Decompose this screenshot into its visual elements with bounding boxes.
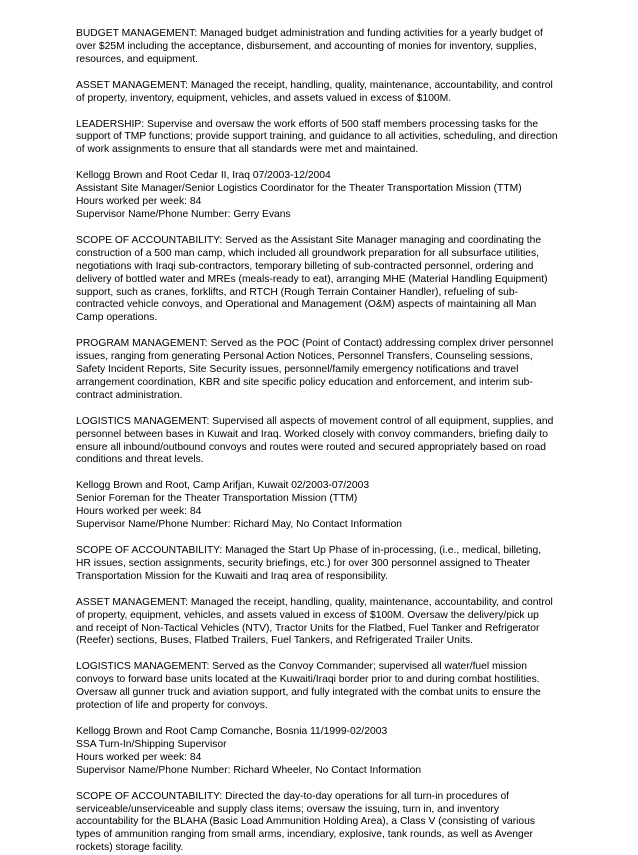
text-line: and receipt of Non-Tactical Vehicles (NTV), Tractor Units for the Flatbed, Fuel Tanker and Refrigerator	[76, 622, 540, 634]
text-line: Safety Incident Reports, Site Security issues, personnel/family emergency notifications and travel	[76, 364, 519, 376]
text-line: personnel between bases in Kuwait and Iraq. Worked closely with convoy commanders, briefing daily to	[76, 428, 548, 440]
job-title-line: SSA Turn-In/Shipping Supervisor	[76, 738, 227, 750]
text-line: serviceable/unserviceable and supply class items; oversaw the issuing, turn in, and inventory	[76, 803, 499, 815]
asset-management-paragraph	[76, 80, 574, 106]
text-line: SCOPE OF ACCOUNTABILITY: Managed the Start Up Phase of in-processing, (i.e., medical, billeting,	[76, 545, 542, 556]
text-line: accountability for the BLAHA (Basic Load Ammunition Holding Area), a Class V (consisting of various	[76, 816, 536, 828]
text-line: of property, inventory, equipment, vehicles, and assets valued in excess of $100M.	[76, 92, 452, 104]
job-header-camp-comanche	[76, 726, 574, 778]
text-line: ASSET MANAGEMENT: Managed the receipt, handling, quality, maintenance, accountability, and control	[76, 596, 553, 608]
supervisor-line: Supervisor Name/Phone Number: Richard May, No Contact Information	[76, 519, 403, 531]
hours-line: Hours worked per week: 84	[76, 751, 202, 763]
text-line: Oversaw all gunner truck and aviation support, and fully integrated with the combat units to ensure the	[76, 687, 541, 699]
employer-line: Kellogg Brown and Root, Camp Arifjan, Kuwait 02/2003-07/2003	[76, 480, 370, 492]
program-management-paragraph	[76, 338, 574, 403]
text-line: Camp operations.	[76, 312, 158, 324]
logistics-management-paragraph	[76, 661, 574, 713]
employer-line: Kellogg Brown and Root Camp Comanche, Bosnia 11/1999-02/2003	[76, 725, 388, 737]
text-line: ensure all inbound/outbound convoys and routes were routed and secured appropriately based on road	[76, 441, 546, 453]
text-line: arrangement coordination, KBR and site specific policy education and enforcement, and interim sub-	[76, 376, 533, 388]
scope-accountability-paragraph	[76, 235, 574, 325]
budget-management-paragraph	[76, 28, 574, 67]
text-line: PROGRAM MANAGEMENT: Served as the POC (Point of Contact) addressing complex driver personnel	[76, 338, 554, 350]
text-line: SCOPE OF ACCOUNTABILITY: Directed the day-to-day operations for all turn-in procedures of	[76, 790, 510, 802]
text-line: over $25M including the acceptance, disbursement, and accounting of monies for inventory, supplies,	[76, 40, 537, 52]
text-line: support of TMP functions; provide support training, and guidance to all activities, scheduling, and direction	[76, 131, 558, 143]
supervisor-line: Supervisor Name/Phone Number: Gerry Evans	[76, 208, 291, 220]
text-line: protection of life and property for convoys.	[76, 700, 268, 712]
text-line: Transportation Mission for the Kuwaiti and Iraq area of responsibility.	[76, 570, 388, 582]
supervisor-line: Supervisor Name/Phone Number: Richard Wheeler, No Contact Information	[76, 764, 422, 776]
text-line: of work assignments to ensure that all standards were met and maintained.	[76, 144, 419, 156]
logistics-management-paragraph	[76, 416, 574, 468]
text-line: SCOPE OF ACCOUNTABILITY: Served as the Assistant Site Manager managing and coordinating the	[76, 234, 542, 246]
text-line: convoys to forward base units located at the Kuwaiti/Iraqi border prior to and during combat hostilities.	[76, 674, 540, 686]
text-line: support, such as cranes, forklifts, and RTCH (Rough Terrain Container Handler), refueling of sub-	[76, 286, 519, 298]
text-line: negotiations with Iraqi sub-contractors, temporary billeting of sub-contracted personnel, ordering and	[76, 260, 534, 272]
text-line: conditions and threat levels.	[76, 454, 204, 466]
hours-line: Hours worked per week: 84	[76, 196, 202, 208]
text-line: construction of a 500 man camp, which included all groundwork preparation for all subsurface utilities,	[76, 247, 540, 259]
text-line: contract administration.	[76, 389, 183, 401]
text-line: LOGISTICS MANAGEMENT: Served as the Convoy Commander; supervised all water/fuel mission	[76, 661, 527, 673]
leadership-paragraph	[76, 119, 574, 158]
text-line: types of ammunition ranging from small arms, incendiary, explosive, tank rounds, as well as Avenger	[76, 829, 533, 841]
text-line: (Reefer) sections, Buses, Flatbed Trailers, Fuel Tankers, and Refrigerated Trailer Units.	[76, 635, 473, 647]
job-header-camp-arifjan	[76, 480, 574, 532]
hours-line: Hours worked per week: 84	[76, 506, 202, 518]
text-line: LOGISTICS MANAGEMENT: Supervised all aspects of movement control of all equipment, supplies, and	[76, 415, 554, 427]
text-line: contracted vehicle convoys, and Operational and Management (O&M) aspects of maintaining all Man	[76, 299, 537, 311]
scope-accountability-paragraph	[76, 791, 574, 855]
text-line: resources, and equipment.	[76, 53, 198, 65]
job-title-line: Assistant Site Manager/Senior Logistics Coordinator for the Theater Transportation Mission (TTM)	[76, 183, 522, 195]
job-title-line: Senior Foreman for the Theater Transportation Mission (TTM)	[76, 493, 358, 505]
text-line: delivery of bottled water and MREs (meals-ready to eat), arranging MHE (Material Handling Equipment)	[76, 273, 548, 285]
text-line: of property, equipment, vehicles, and assets valued in excess of $100M. Oversaw the delivery/pick up	[76, 609, 539, 621]
asset-management-paragraph	[76, 597, 574, 649]
text-line: issues, ranging from generating Personal Action Notices, Personnel Transfers, Counseling sessions,	[76, 351, 533, 363]
job-header-cedar-ii	[76, 170, 574, 222]
text-line: LEADERSHIP: Supervise and oversaw the work efforts of 500 staff members processing tasks for the	[76, 118, 539, 130]
text-line: rockets) storage facility.	[76, 842, 184, 854]
text-line: BUDGET MANAGEMENT: Managed budget administration and funding activities for a yearly budget of	[76, 28, 543, 39]
text-line: ASSET MANAGEMENT: Managed the receipt, handling, quality, maintenance, accountability, and control	[76, 79, 553, 91]
scope-accountability-paragraph	[76, 545, 574, 584]
text-line: HR issues, section assignments, security briefings, etc.) for over 300 personnel assigned to Theater	[76, 557, 531, 569]
employer-line: Kellogg Brown and Root Cedar II, Iraq 07/2003-12/2004	[76, 170, 331, 182]
